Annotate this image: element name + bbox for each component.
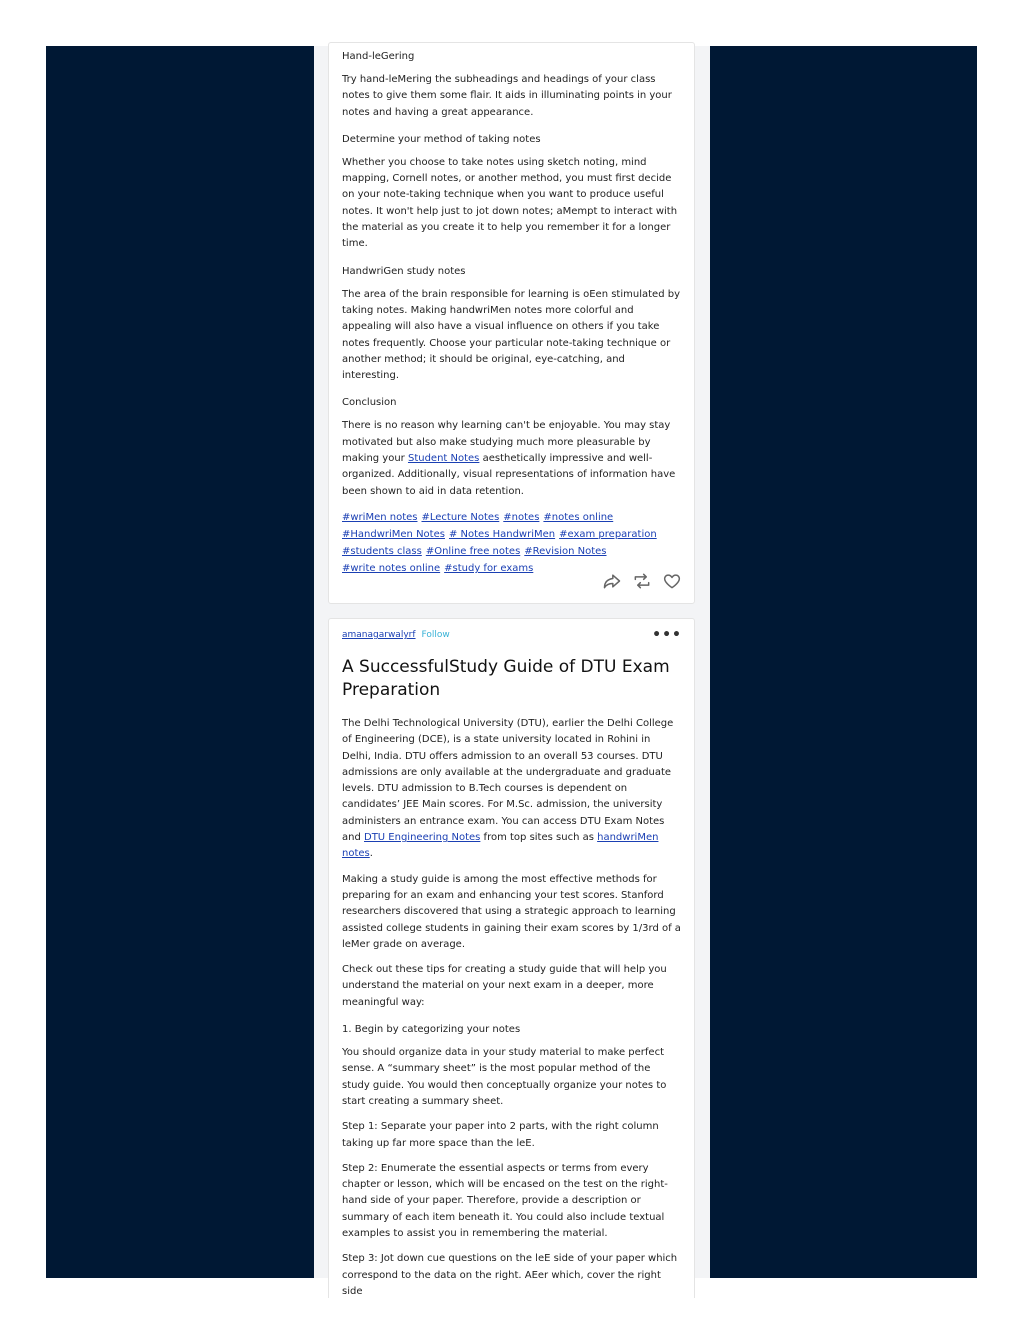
handwritten-notes-link[interactable]: handwriMen notes	[342, 832, 659, 860]
section-heading: HandwriGen study notes	[342, 265, 466, 277]
body-paragraph: You should organize data in your study material to make perfect sense. A “summary sheet” is the most popular method of the study guide. You would then conceptually organize your notes to start creating a summary sheet.	[342, 1047, 667, 1107]
follow-button[interactable]: Follow	[421, 630, 450, 640]
author-link[interactable]: amanagarwalyrf	[342, 630, 416, 640]
body-paragraph: Check out these tips for creating a study guide that will help you understand the material on your next exam in a deeper, more meaningful way:	[342, 964, 667, 1008]
post-card	[328, 42, 695, 604]
tag-link[interactable]: #write notes online	[342, 562, 441, 574]
text: .	[369, 848, 373, 860]
section	[342, 133, 681, 253]
tag-link[interactable]: #Online free notes	[425, 545, 521, 557]
section-paragraph: Try hand-leMering the subheadings and headings of your class notes to give them some flair. It aids in illuminating points in your notes and having a great appearance.	[342, 74, 672, 118]
section-heading: 1. Begin by categorizing your notes	[342, 1024, 521, 1036]
step-paragraph: Step 1: Separate your paper into 2 parts, with the right column taking up far more space than the leE.	[342, 1121, 659, 1149]
step-paragraph: Step 2: Enumerate the essential aspects or terms from every chapter or lesson, which will be encased on the test on the right-hand side of your paper. Therefore, provide a description or summary of each item beneath it. You could also include textual examples to assist you in remembering the material.	[342, 1162, 668, 1240]
body-paragraph: Making a study guide is among the most effective methods for preparing for an exam and enhancing your test scores. Stanford researchers discovered that using a strategic approach to learning assisted college students in gaining their exam scores by 1/3rd of a leMer grade on average.	[342, 873, 681, 950]
share-icon[interactable]	[602, 571, 622, 595]
text: aesthetically impressive and well-organized. Additionally, visual representations of information have been shown to aid in data retention.	[342, 453, 676, 497]
tag-link[interactable]: #HandwriMen Notes	[342, 528, 445, 540]
more-options-icon[interactable]: •••	[652, 627, 682, 643]
tag-link[interactable]: #students class	[342, 545, 422, 557]
intro-paragraph	[342, 716, 681, 863]
post-title: A SuccessfulStudy Guide of DTU Exam Preparation	[342, 657, 670, 700]
tag-link[interactable]: #notes	[503, 511, 540, 523]
section-paragraph: Whether you choose to take notes using sketch noting, mind mapping, Cornell notes, or another method, you must first decide on your note-taking technique when you want to produce useful notes. It won't help just to jot down notes; aMempt to interact with the material as you create it to help you remember it for a longer time.	[342, 156, 678, 250]
tag-link[interactable]: #wriMen notes	[342, 511, 418, 523]
section	[342, 50, 681, 121]
tag-link[interactable]: #notes online	[543, 511, 614, 523]
student-notes-link[interactable]: Student Notes	[407, 453, 480, 465]
tag-link[interactable]: # Notes HandwriMen	[448, 528, 556, 540]
feed-column	[314, 46, 710, 1297]
reblog-icon[interactable]	[632, 571, 652, 595]
tag-list	[342, 509, 681, 577]
heart-icon[interactable]	[662, 571, 682, 595]
section-heading: Determine your method of taking notes	[342, 133, 541, 145]
tag-link[interactable]: #Lecture Notes	[421, 511, 500, 523]
post-byline	[329, 619, 694, 643]
dtu-engineering-notes-link[interactable]: DTU Engineering Notes	[364, 832, 481, 844]
section-heading: Hand-leGering	[342, 51, 415, 62]
section-paragraph: The area of the brain responsible for learning is oEen stimulated by taking notes. Making handwriMen notes more colorful and appealing will also have a visual influence on others if you take notes frequently. Choose your particular note-taking technique or another method; it should be original, eye-catching, and interesting.	[342, 288, 680, 382]
text: from top sites such as	[480, 832, 598, 844]
step-paragraph: Step 3: Jot down cue questions on the leE side of your paper which correspond to the data on the right. AEer which, cover the right side	[342, 1253, 678, 1297]
post-actions	[602, 571, 682, 595]
tag-link[interactable]: #Revision Notes	[524, 545, 607, 557]
page-frame	[46, 46, 977, 1297]
tag-link[interactable]: #study for exams	[444, 562, 534, 574]
conclusion-paragraph	[342, 418, 681, 499]
section	[342, 265, 681, 385]
post-card	[328, 618, 695, 1298]
section-heading: Conclusion	[342, 397, 397, 409]
text: The Delhi Technological University (DTU), earlier the Delhi College of Engineering (DCE), is a state university located in Rohini in Delhi, India. DTU offers admission to an overall 53 courses. DTU admissions are only available at the undergraduate and graduate levels. DTU admission to B.Tech courses is dependent on candidates’ JEE Main scores. For M.Sc. admission, the university administers an entrance exam. You can access DTU Exam Notes and	[342, 718, 674, 844]
tag-link[interactable]: #exam preparation	[559, 528, 657, 540]
section	[342, 396, 681, 499]
text: There is no reason why learning can't be enjoyable. You may stay motivated but also make studying much more pleasurable by making your	[342, 420, 671, 465]
